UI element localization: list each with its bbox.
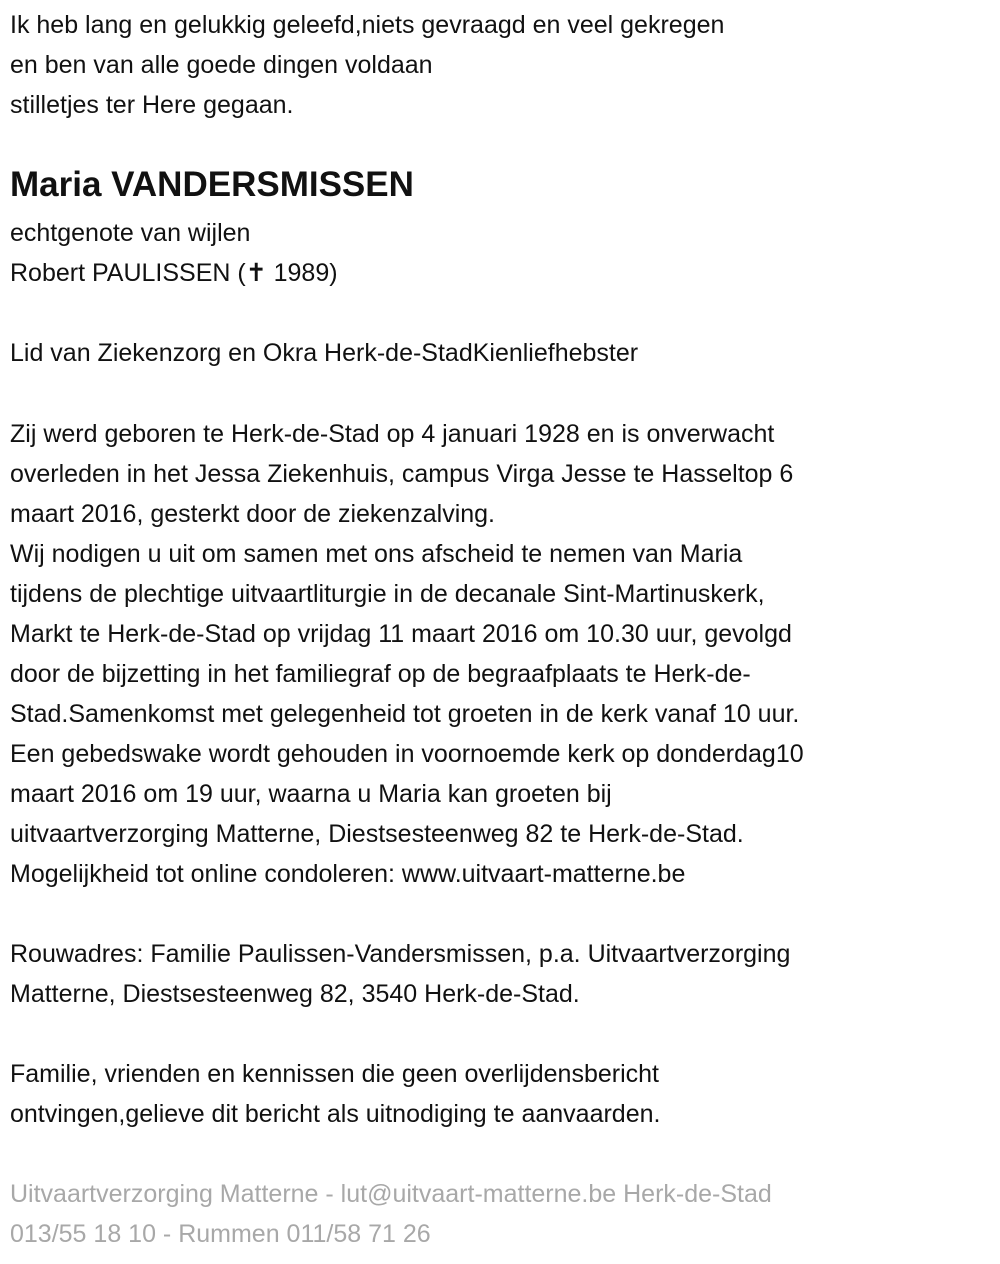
details-line: Een gebedswake wordt gehouden in voornoemde kerk op donderdag10 [10, 740, 804, 768]
footer [10, 1174, 772, 1254]
details-line: maart 2016, gesterkt door de ziekenzalving. [10, 500, 495, 528]
spouse-line: Robert PAULISSEN (✝ 1989) [10, 259, 338, 287]
details [10, 414, 804, 894]
spouse-info [10, 213, 338, 293]
notice-line: ontvingen,gelieve dit bericht als uitnodiging te aanvaarden. [10, 1100, 661, 1128]
notice [10, 1054, 660, 1134]
details-line: door de bijzetting in het familiegraf op de begraafplaats te Herk-de- [10, 660, 751, 688]
details-line: Mogelijkheid tot online condoleren: www.uitvaart-matterne.be [10, 860, 686, 888]
mourning-address [10, 934, 790, 1014]
details-line: Markt te Herk-de-Stad op vrijdag 11 maart 2016 om 10.30 uur, gevolgd [10, 620, 792, 648]
footer-line: Uitvaartverzorging Matterne - lut@uitvaart-matterne.be Herk-de-Stad [10, 1180, 772, 1208]
details-line: tijdens de plechtige uitvaartliturgie in de decanale Sint-Martinuskerk, [10, 580, 765, 608]
address-line: Matterne, Diestsesteenweg 82, 3540 Herk-de-Stad. [10, 980, 580, 1008]
deceased-name: Maria VANDERSMISSEN [10, 165, 414, 204]
details-line: uitvaartverzorging Matterne, Diestsesteenweg 82 te Herk-de-Stad. [10, 820, 744, 848]
poem-line: Ik heb lang en gelukkig geleefd,niets gevraagd en veel gekregen [10, 11, 725, 39]
membership: Lid van Ziekenzorg en Okra Herk-de-StadKienliefhebster [10, 339, 639, 367]
details-line: overleden in het Jessa Ziekenhuis, campus Virga Jesse te Hasseltop 6 [10, 460, 794, 488]
details-line: Zij werd geboren te Herk-de-Stad op 4 januari 1928 en is onverwacht [10, 420, 775, 448]
poem-line: stilletjes ter Here gegaan. [10, 91, 294, 119]
details-line: Wij nodigen u uit om samen met ons afscheid te nemen van Maria [10, 540, 743, 568]
poem [10, 5, 724, 125]
details-line: maart 2016 om 19 uur, waarna u Maria kan groeten bij [10, 780, 612, 808]
details-line: Stad.Samenkomst met gelegenheid tot groeten in de kerk vanaf 10 uur. [10, 700, 800, 728]
poem-line: en ben van alle goede dingen voldaan [10, 51, 433, 79]
footer-line: 013/55 18 10 - Rummen 011/58 71 26 [10, 1220, 431, 1248]
address-line: Rouwadres: Familie Paulissen-Vandersmissen, p.a. Uitvaartverzorging [10, 940, 791, 968]
notice-line: Familie, vrienden en kennissen die geen overlijdensbericht [10, 1060, 659, 1088]
spouse-line: echtgenote van wijlen [10, 219, 251, 247]
